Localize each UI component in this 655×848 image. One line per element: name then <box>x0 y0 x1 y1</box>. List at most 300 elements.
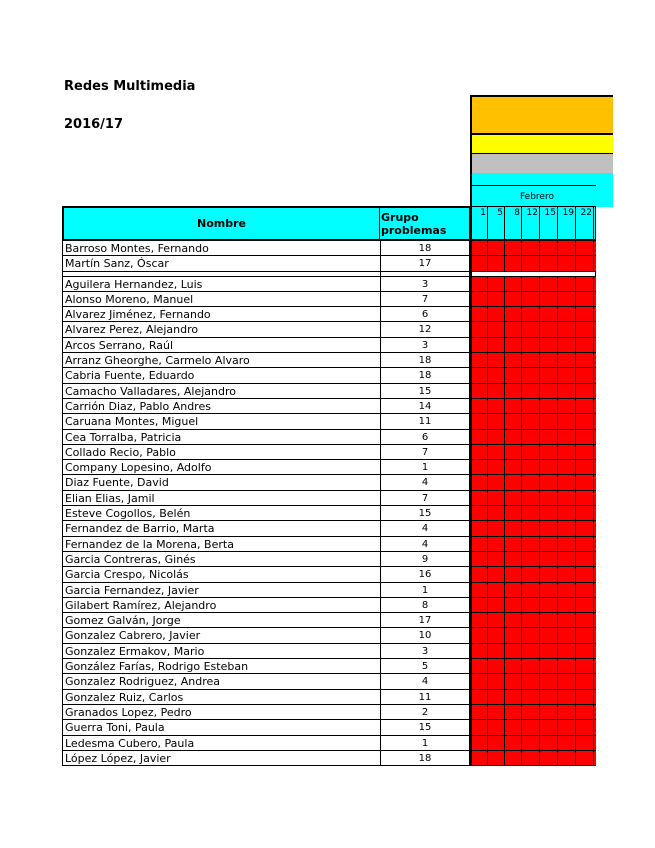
attendance-cells <box>470 521 596 536</box>
student-name: Garcia Crespo, Nicolás <box>62 567 380 582</box>
table-row <box>62 430 596 445</box>
attendance-cell <box>576 690 594 705</box>
student-name: González Farías, Rodrigo Esteban <box>62 659 380 674</box>
attendance-cell <box>540 322 558 337</box>
student-name: Caruana Montes, Miguel <box>62 414 380 429</box>
attendance-cell <box>540 552 558 567</box>
attendance-cell <box>472 613 488 628</box>
attendance-cell <box>576 751 594 766</box>
student-name: Company Lopesino, Adolfo <box>62 460 380 475</box>
problem-group: 4 <box>380 521 470 536</box>
attendance-cells <box>470 720 596 735</box>
table-row <box>62 460 596 475</box>
attendance-cell <box>505 506 522 521</box>
attendance-cell <box>488 292 505 307</box>
table-row <box>62 292 596 307</box>
legend-swatch-yellow <box>470 133 613 153</box>
attendance-cell <box>576 705 594 720</box>
attendance-cell <box>522 613 540 628</box>
attendance-cell <box>576 475 594 490</box>
attendance-cell <box>472 705 488 720</box>
table-row <box>62 720 596 735</box>
attendance-cell <box>522 720 540 735</box>
attendance-cell <box>576 491 594 506</box>
attendance-cell <box>488 674 505 689</box>
attendance-cell <box>558 567 576 582</box>
attendance-cell <box>488 368 505 383</box>
attendance-cell <box>505 598 522 613</box>
student-name: Gomez Galván, Jorge <box>62 613 380 628</box>
attendance-cell <box>558 475 576 490</box>
attendance-cell <box>472 690 488 705</box>
attendance-cell <box>522 690 540 705</box>
attendance-cell <box>522 674 540 689</box>
problem-group: 18 <box>380 751 470 766</box>
attendance-cells <box>470 705 596 720</box>
attendance-cells <box>470 567 596 582</box>
attendance-cell <box>558 598 576 613</box>
attendance-cell <box>522 705 540 720</box>
attendance-cell <box>472 506 488 521</box>
student-name: Alvarez Perez, Alejandro <box>62 322 380 337</box>
attendance-cell <box>576 460 594 475</box>
table-row <box>62 414 596 429</box>
attendance-cell <box>522 552 540 567</box>
student-name: Camacho Valladares, Alejandro <box>62 384 380 399</box>
date-column-header: 1 <box>472 207 488 239</box>
attendance-cell <box>488 353 505 368</box>
attendance-cells <box>470 338 596 353</box>
attendance-cell <box>472 644 488 659</box>
attendance-cell <box>540 399 558 414</box>
attendance-cells <box>470 399 596 414</box>
problem-group: 6 <box>380 430 470 445</box>
attendance-cell <box>522 521 540 536</box>
attendance-cell <box>558 460 576 475</box>
table-row <box>62 552 596 567</box>
table-row <box>62 445 596 460</box>
attendance-cell <box>488 598 505 613</box>
attendance-cell <box>472 353 488 368</box>
attendance-cell <box>488 506 505 521</box>
attendance-cell <box>540 690 558 705</box>
table-row <box>62 674 596 689</box>
attendance-cell <box>472 659 488 674</box>
problem-group: 6 <box>380 307 470 322</box>
table-row <box>62 628 596 643</box>
attendance-cell <box>576 430 594 445</box>
attendance-cell <box>558 445 576 460</box>
attendance-cell <box>522 460 540 475</box>
attendance-cell <box>472 292 488 307</box>
attendance-cell <box>472 430 488 445</box>
attendance-cell <box>488 445 505 460</box>
table-row <box>62 583 596 598</box>
attendance-cell <box>558 353 576 368</box>
attendance-cell <box>522 256 540 271</box>
attendance-cell <box>488 430 505 445</box>
legend-swatch-orange <box>470 95 613 133</box>
attendance-cell <box>472 583 488 598</box>
attendance-cell <box>505 430 522 445</box>
attendance-cell <box>540 628 558 643</box>
attendance-cells <box>470 583 596 598</box>
attendance-cell <box>522 644 540 659</box>
table-row <box>62 705 596 720</box>
attendance-cell <box>488 521 505 536</box>
attendance-cell <box>472 445 488 460</box>
attendance-cell <box>576 414 594 429</box>
student-name: Gonzalez Cabrero, Javier <box>62 628 380 643</box>
attendance-cell <box>540 705 558 720</box>
attendance-cells <box>470 368 596 383</box>
attendance-cells <box>470 353 596 368</box>
attendance-cell <box>488 338 505 353</box>
problem-group: 7 <box>380 292 470 307</box>
attendance-cells <box>470 430 596 445</box>
attendance-cell <box>488 751 505 766</box>
student-name: Garcia Contreras, Ginés <box>62 552 380 567</box>
table-row <box>62 491 596 506</box>
attendance-cell <box>522 567 540 582</box>
attendance-cell <box>488 720 505 735</box>
student-name: López López, Javier <box>62 751 380 766</box>
attendance-cell <box>540 353 558 368</box>
attendance-cell <box>576 552 594 567</box>
attendance-cell <box>576 277 594 292</box>
student-name: Fernandez de Barrio, Marta <box>62 521 380 536</box>
attendance-cell <box>522 353 540 368</box>
attendance-cell <box>558 368 576 383</box>
attendance-cell <box>540 491 558 506</box>
attendance-cell <box>576 674 594 689</box>
attendance-cell <box>488 736 505 751</box>
attendance-cell <box>505 705 522 720</box>
header-group <box>380 206 470 241</box>
attendance-cell <box>472 628 488 643</box>
problem-group: 1 <box>380 460 470 475</box>
attendance-cell <box>488 583 505 598</box>
attendance-cell <box>522 338 540 353</box>
student-name: Aguilera Hernandez, Luis <box>62 277 380 292</box>
student-name: Fernandez de la Morena, Berta <box>62 537 380 552</box>
problem-group: 7 <box>380 491 470 506</box>
attendance-cell <box>472 552 488 567</box>
attendance-cell <box>558 628 576 643</box>
attendance-cell <box>505 613 522 628</box>
attendance-cell <box>576 353 594 368</box>
attendance-cell <box>576 292 594 307</box>
attendance-cell <box>505 307 522 322</box>
table-row <box>62 644 596 659</box>
problem-group: 15 <box>380 506 470 521</box>
attendance-cell <box>505 537 522 552</box>
attendance-cell <box>488 307 505 322</box>
student-name: Gonzalez Ruiz, Carlos <box>62 690 380 705</box>
document-title: Redes Multimedia <box>64 79 196 94</box>
attendance-cells <box>470 552 596 567</box>
attendance-cell <box>558 414 576 429</box>
attendance-cell <box>558 506 576 521</box>
problem-group: 15 <box>380 384 470 399</box>
attendance-cell <box>522 751 540 766</box>
attendance-cell <box>540 277 558 292</box>
attendance-cells <box>470 322 596 337</box>
attendance-cells <box>470 475 596 490</box>
attendance-cell <box>488 322 505 337</box>
attendance-cell <box>576 307 594 322</box>
attendance-cell <box>576 322 594 337</box>
problem-group: 1 <box>380 583 470 598</box>
attendance-cell <box>576 628 594 643</box>
attendance-cell <box>505 736 522 751</box>
problem-group: 18 <box>380 241 470 256</box>
attendance-cell <box>558 690 576 705</box>
attendance-cell <box>522 628 540 643</box>
student-name: Guerra Toni, Paula <box>62 720 380 735</box>
attendance-cell <box>505 353 522 368</box>
attendance-cell <box>576 720 594 735</box>
attendance-cell <box>558 399 576 414</box>
attendance-table <box>62 241 596 766</box>
attendance-cell <box>558 720 576 735</box>
problem-group: 12 <box>380 322 470 337</box>
legend-swatch-gray <box>470 153 613 173</box>
attendance-cell <box>472 307 488 322</box>
attendance-cells <box>470 613 596 628</box>
attendance-cell <box>522 399 540 414</box>
table-row <box>62 307 596 322</box>
table-row <box>62 521 596 536</box>
attendance-cells <box>470 241 596 256</box>
attendance-cell <box>488 659 505 674</box>
attendance-cell <box>558 292 576 307</box>
attendance-cells <box>470 292 596 307</box>
student-name: Gonzalez Rodriguez, Andrea <box>62 674 380 689</box>
attendance-cell <box>505 583 522 598</box>
date-column-header: 12 <box>522 207 540 239</box>
attendance-cell <box>505 322 522 337</box>
problem-group: 8 <box>380 598 470 613</box>
attendance-cell <box>488 241 505 256</box>
header-dates <box>470 206 596 241</box>
attendance-cell <box>540 644 558 659</box>
table-row <box>62 659 596 674</box>
attendance-cell <box>576 506 594 521</box>
attendance-cell <box>472 414 488 429</box>
attendance-cell <box>576 659 594 674</box>
attendance-cell <box>558 705 576 720</box>
attendance-cell <box>576 256 594 271</box>
attendance-cell <box>558 751 576 766</box>
header-name <box>62 206 380 241</box>
academic-year: 2016/17 <box>64 117 124 132</box>
attendance-cell <box>522 445 540 460</box>
attendance-cell <box>505 751 522 766</box>
attendance-cell <box>558 338 576 353</box>
attendance-cell <box>558 384 576 399</box>
table-row <box>62 256 596 271</box>
student-name: Barroso Montes, Fernando <box>62 241 380 256</box>
student-name: Collado Recio, Pablo <box>62 445 380 460</box>
table-row <box>62 736 596 751</box>
student-name: Esteve Cogollos, Belén <box>62 506 380 521</box>
attendance-cell <box>558 430 576 445</box>
attendance-cell <box>576 567 594 582</box>
table-row <box>62 475 596 490</box>
attendance-cell <box>488 491 505 506</box>
attendance-cells <box>470 674 596 689</box>
date-column-header: 19 <box>558 207 576 239</box>
attendance-cell <box>540 674 558 689</box>
attendance-cell <box>488 552 505 567</box>
attendance-cell <box>488 628 505 643</box>
problem-group: 3 <box>380 644 470 659</box>
attendance-cell <box>488 537 505 552</box>
student-name: Gilabert Ramírez, Alejandro <box>62 598 380 613</box>
attendance-cell <box>472 674 488 689</box>
problem-group: 2 <box>380 705 470 720</box>
attendance-cell <box>505 414 522 429</box>
attendance-cell <box>540 613 558 628</box>
attendance-cell <box>472 567 488 582</box>
attendance-cell <box>505 256 522 271</box>
attendance-cell <box>558 552 576 567</box>
attendance-cells <box>470 277 596 292</box>
attendance-cell <box>522 241 540 256</box>
attendance-cell <box>505 628 522 643</box>
problem-group: 4 <box>380 537 470 552</box>
attendance-cell <box>558 659 576 674</box>
attendance-cell <box>488 399 505 414</box>
attendance-cell <box>576 598 594 613</box>
attendance-cell <box>576 445 594 460</box>
attendance-cell <box>522 506 540 521</box>
attendance-cell <box>558 241 576 256</box>
attendance-cell <box>558 583 576 598</box>
attendance-cell <box>540 384 558 399</box>
table-row <box>62 598 596 613</box>
attendance-cell <box>576 368 594 383</box>
attendance-cell <box>488 705 505 720</box>
attendance-cell <box>540 338 558 353</box>
attendance-cells <box>470 460 596 475</box>
attendance-cell <box>558 322 576 337</box>
attendance-cell <box>522 322 540 337</box>
color-legend <box>470 95 613 207</box>
attendance-cell <box>576 521 594 536</box>
student-name: Diaz Fuente, David <box>62 475 380 490</box>
attendance-cell <box>505 460 522 475</box>
problem-group: 7 <box>380 445 470 460</box>
attendance-cell <box>558 613 576 628</box>
attendance-cell <box>522 414 540 429</box>
attendance-cell <box>558 537 576 552</box>
attendance-cell <box>522 307 540 322</box>
student-name: Alvarez Jiménez, Fernando <box>62 307 380 322</box>
legend-divider <box>470 185 596 186</box>
attendance-cell <box>472 751 488 766</box>
attendance-cell <box>488 414 505 429</box>
attendance-cell <box>505 241 522 256</box>
header-name-label: Nombre <box>197 217 246 230</box>
attendance-cell <box>505 644 522 659</box>
problem-group: 11 <box>380 414 470 429</box>
student-name: Alonso Moreno, Manuel <box>62 292 380 307</box>
attendance-cells <box>470 690 596 705</box>
attendance-cell <box>488 690 505 705</box>
student-name: Ledesma Cubero, Paula <box>62 736 380 751</box>
attendance-cell <box>505 384 522 399</box>
problem-group: 17 <box>380 613 470 628</box>
attendance-cell <box>472 736 488 751</box>
attendance-cell <box>505 277 522 292</box>
table-row <box>62 751 596 766</box>
attendance-cell <box>505 338 522 353</box>
problem-group: 5 <box>380 659 470 674</box>
attendance-cell <box>558 674 576 689</box>
attendance-cell <box>540 659 558 674</box>
attendance-cell <box>472 491 488 506</box>
attendance-cell <box>540 751 558 766</box>
attendance-cell <box>558 521 576 536</box>
attendance-cell <box>505 720 522 735</box>
table-row <box>62 384 596 399</box>
attendance-cells <box>470 644 596 659</box>
attendance-cells <box>470 736 596 751</box>
attendance-cell <box>540 583 558 598</box>
attendance-cell <box>488 475 505 490</box>
attendance-cell <box>558 256 576 271</box>
table-row <box>62 353 596 368</box>
attendance-cell <box>576 583 594 598</box>
problem-group: 11 <box>380 690 470 705</box>
attendance-cell <box>540 720 558 735</box>
table-row <box>62 567 596 582</box>
attendance-cell <box>472 537 488 552</box>
attendance-cell <box>540 368 558 383</box>
attendance-cell <box>558 307 576 322</box>
problem-group: 4 <box>380 475 470 490</box>
student-name: Elian Elias, Jamil <box>62 491 380 506</box>
attendance-cell <box>505 445 522 460</box>
attendance-cells <box>470 414 596 429</box>
attendance-cell <box>576 384 594 399</box>
attendance-cell <box>540 460 558 475</box>
attendance-cells <box>470 445 596 460</box>
attendance-cell <box>488 613 505 628</box>
attendance-cell <box>505 567 522 582</box>
attendance-cell <box>472 475 488 490</box>
student-name: Cea Torralba, Patricia <box>62 430 380 445</box>
attendance-cell <box>540 475 558 490</box>
attendance-cell <box>540 506 558 521</box>
attendance-cell <box>540 567 558 582</box>
attendance-cell <box>488 277 505 292</box>
problem-group: 9 <box>380 552 470 567</box>
attendance-cell <box>488 644 505 659</box>
attendance-cell <box>472 384 488 399</box>
attendance-cell <box>472 322 488 337</box>
attendance-cell <box>522 583 540 598</box>
attendance-cell <box>505 491 522 506</box>
attendance-cell <box>488 567 505 582</box>
attendance-cell <box>505 690 522 705</box>
attendance-cell <box>576 613 594 628</box>
attendance-cell <box>472 368 488 383</box>
student-name: Gonzalez Ermakov, Mario <box>62 644 380 659</box>
date-column-header: 8 <box>505 207 522 239</box>
